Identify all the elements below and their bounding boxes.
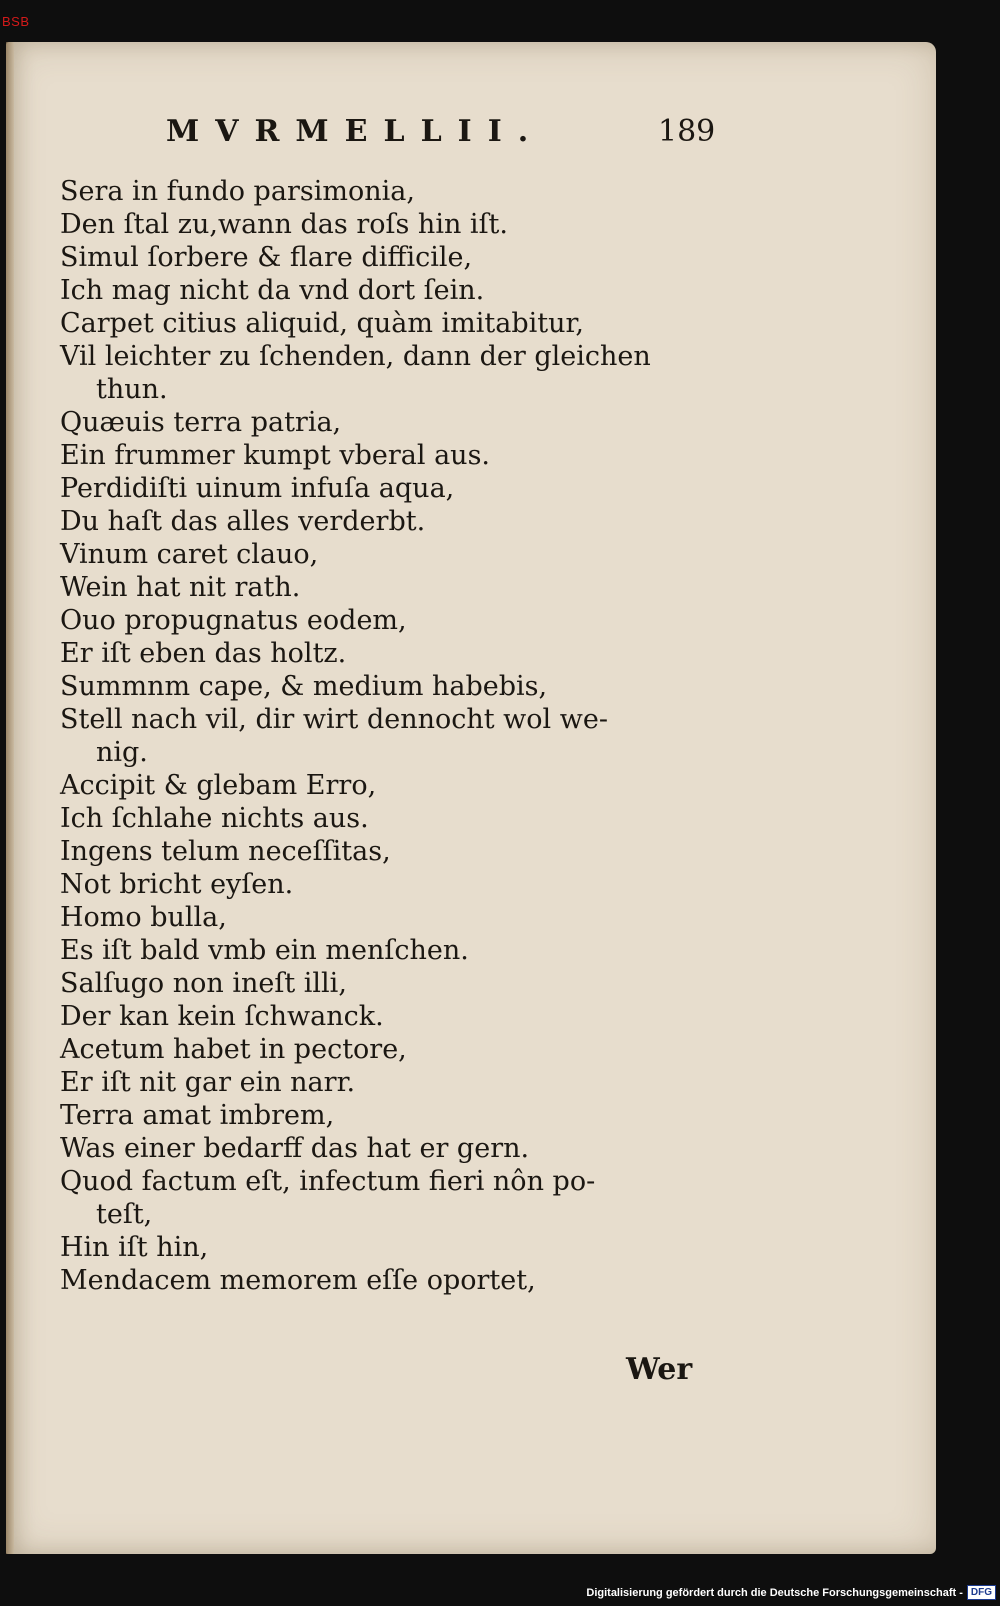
verse-line-continuation: thun. bbox=[96, 374, 168, 405]
verse-line: Salſugo non ineſt illi, bbox=[60, 968, 347, 999]
verse-line: Du haſt das alles verderbt. bbox=[60, 506, 426, 537]
verse-line: Hin iſt hin, bbox=[60, 1232, 209, 1263]
verse-line: Ich ſchlahe nichts aus. bbox=[60, 803, 369, 834]
verse-line: Er iſt nit gar ein narr. bbox=[60, 1067, 356, 1098]
verse-line: Ein frummer kumpt vberal aus. bbox=[60, 440, 491, 471]
verse-line: Ouo propugnatus eodem, bbox=[60, 605, 407, 636]
verse-line: Stell nach vil, dir wirt dennocht wol we- bbox=[60, 704, 608, 735]
verse-line: Den ſtal zu,wann das roſs hin iſt. bbox=[60, 209, 508, 240]
catchword: Wer bbox=[626, 1352, 693, 1387]
verse-line: Ingens telum neceſſitas, bbox=[60, 836, 391, 867]
verse-line: Was einer bedarff das hat er gern. bbox=[60, 1133, 530, 1164]
verse-line: Vil leichter zu ſchenden, dann der gleichen bbox=[60, 341, 651, 372]
verse-line: Perdidiſti uinum infuſa aqua, bbox=[60, 473, 455, 504]
credit-text: Digitalisierung gefördert durch die Deutsche Forschungsgemeinschaft - bbox=[586, 1586, 963, 1599]
verse-line: Quæuis terra patria, bbox=[60, 407, 342, 438]
verse-line: Es iſt bald vmb ein menſchen. bbox=[60, 935, 469, 966]
verse-line: Terra amat imbrem, bbox=[60, 1100, 335, 1131]
running-head: MVRMELLII. bbox=[166, 114, 545, 149]
book-page bbox=[6, 42, 936, 1554]
verse-line: Der kan kein ſchwanck. bbox=[60, 1001, 384, 1032]
verse-line: Vinum caret clauo, bbox=[60, 539, 319, 570]
verse-line: Simul ſorbere & flare difficile, bbox=[60, 242, 473, 273]
verse-line: Er iſt eben das holtz. bbox=[60, 638, 347, 669]
verse-line: Homo bulla, bbox=[60, 902, 227, 933]
verse-line-continuation: teſt, bbox=[96, 1199, 153, 1230]
verse-line: Carpet citius aliquid, quàm imitabitur, bbox=[60, 308, 585, 339]
verse-line-continuation: nig. bbox=[96, 737, 148, 768]
dfg-logo: DFG bbox=[967, 1585, 996, 1600]
verse-line: Not bricht eyſen. bbox=[60, 869, 294, 900]
digitization-credit bbox=[586, 1585, 996, 1600]
page-header bbox=[6, 114, 936, 154]
library-mark: BSB bbox=[2, 14, 30, 29]
page-number: 189 bbox=[658, 114, 716, 149]
page-gutter-shadow bbox=[6, 42, 14, 1554]
verse-line: Wein hat nit rath. bbox=[60, 572, 301, 603]
verse-text-block bbox=[60, 175, 730, 1297]
verse-line: Sera in fundo parsimonia, bbox=[60, 176, 415, 207]
verse-line: Ich mag nicht da vnd dort ſein. bbox=[60, 275, 485, 306]
verse-line: Accipit & glebam Erro, bbox=[60, 770, 377, 801]
verse-line: Mendacem memorem eſſe oportet, bbox=[60, 1265, 536, 1296]
verse-line: Summnm cape, & medium habebis, bbox=[60, 671, 548, 702]
verse-line: Quod factum eſt, infectum fieri nôn po- bbox=[60, 1166, 596, 1197]
verse-line: Acetum habet in pectore, bbox=[60, 1034, 407, 1065]
